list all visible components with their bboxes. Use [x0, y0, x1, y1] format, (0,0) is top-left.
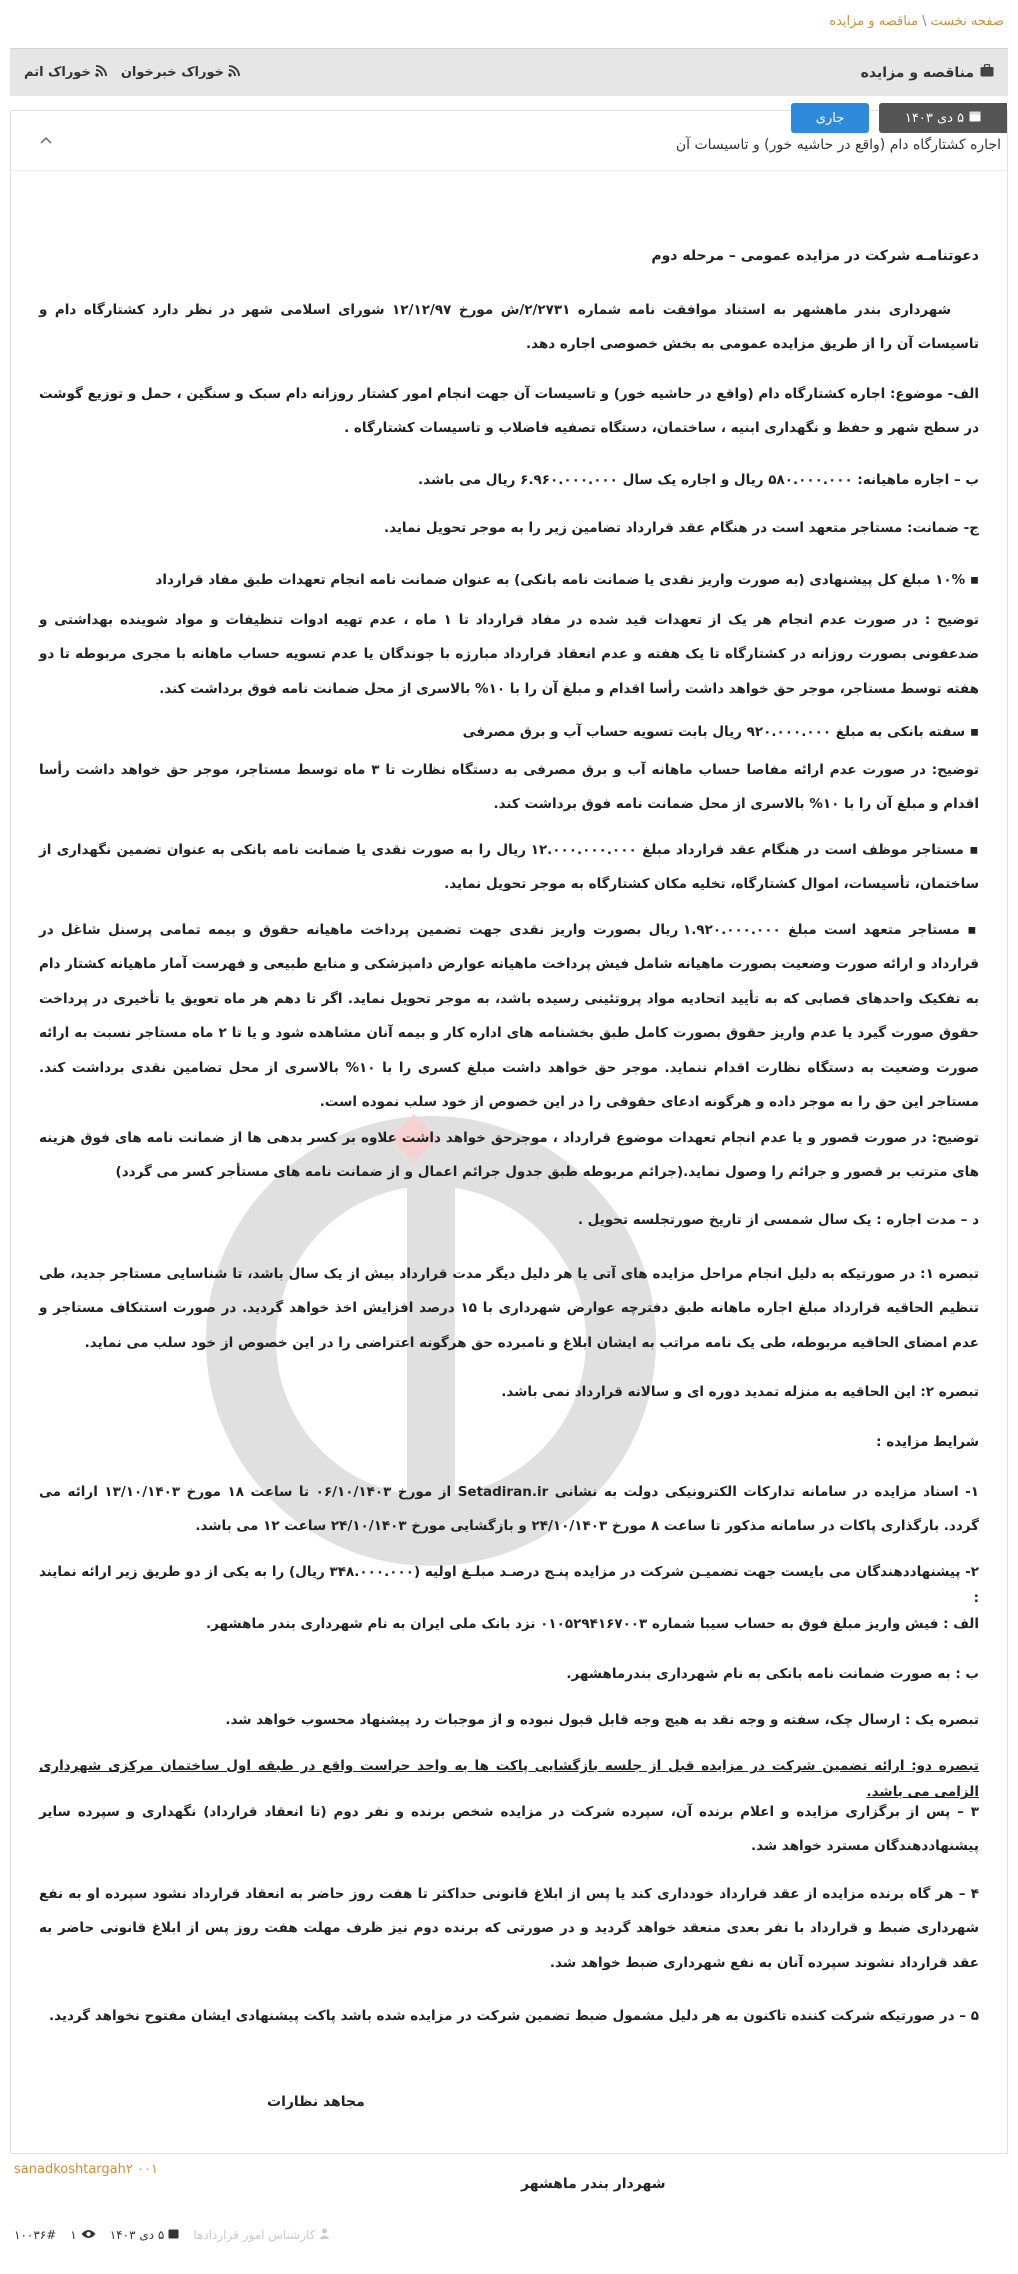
- guarantee-item-4-note: توضیح: در صورت قصور و یا عدم انجام تعهدات موضوع قرارداد ، موجرحق خواهد داشت علاوه بر کسر بدهی ها از ضمانت نامه های فوق هزینه های مترتب بر قصور و جرائم را وصول نماید.(جرائم مربوطه طبق جدول جرائم اعمال و از ضمانت نامه های مستأجر کسر می گردد): [39, 1130, 979, 1181]
- paragraph-subject: الف- موضوع: اجاره کشتارگاه دام (واقع در حاشیه خور) و تاسیسات آن جهت انجام امور کشتار روزانه دام سبک و سنگین ، حمل و توزیع گوشت در سطح شهر و حفظ و نگهداری ابنیه ، ساختمان، دستگاه تصفیه فاضلاب و تاسیسات کشتارگاه .: [39, 386, 979, 437]
- feed-atom-link[interactable]: [24, 65, 107, 81]
- meta-views: [70, 2228, 95, 2242]
- meta-date-text: ۵ دی ۱۴۰۳: [109, 2228, 165, 2242]
- guarantee-item-1-note: توضیح : در صورت عدم انجام هر یک از تعهدات قید شده در مفاد قرارداد تا ۱ ماه ، عدم تهیه ادوات تنظیفات و مواد شوینده بهداشتی و ضدعفونی بصورت روزانه در کشتارگاه تا یک هفته و عدم انعقاد قرارداد مبارزه با جوندگان یا عدم تسویه حساب ماهانه با مجری مربوطه تا دو هفته توسط مستاجر، موجر حق خواهد داشت رأسا اقدام و مبلغ آن را با ۱۰% بالاسری از محل ضمانت نامه فوق برداشت کند.: [39, 612, 979, 697]
- feed-atom-label: خوراک اتم: [24, 65, 91, 80]
- guarantee-item-4: ▪ مستاجر متعهد است مبلغ ۱.۹۲۰.۰۰۰.۰۰۰ ریال بصورت واریز نقدی جهت تضمین پرداخت ماهیانه حقوق و بیمه تمامی پرسنل شاغل در قرارداد و ارائه صورت وضعیت بصورت ماهیانه شامل فیش پرداخت ماهیانه عوارض دامپزشکی و منابع طبیعی و فهرست آمار ماهیانه کشتار دام به تفکیک واحدهای قصابی که به تأیید اتحادیه مواد پروتئینی رسیده باشد، به موجر تحویل نماید. اگر تا دهم هر ماه تعویق یا تأخیری در پرداخت حقوق صورت گیرد یا عدم واریز حقوق بصورت کامل طبق بخشنامه های اداره کار و بیمه آنان مشاهده شود و یا تا ۲ ماه مستاجر نسبت به ارائه صورت وضعیت به دستگاه نظارت اقدام ننماید. موجر حق خواهد داشت مبلغ کسری را با ۱۰% بالاسری از محل تضامین نقدی برداشت کند. مستاجر این حق را به موجر داده و هرگونه ادعای حقوقی را در این خصوص از خود سلب نموده است.: [39, 922, 979, 1111]
- signoff-supervision: مجاهد نظارات: [267, 2094, 365, 2110]
- calendar-icon: [168, 2228, 179, 2242]
- briefcase-icon: [980, 64, 994, 81]
- document-heading: دعوتنامـه شرکت در مزایده عمومی – مرحله دوم: [651, 248, 979, 264]
- paragraph-note-1: تبصره ۱: در صورتیکه به دلیل انجام مراحل مزایده های آتی یا هر دلیل دیگر مدت قرارداد بیش از یک سال باشد، تا شناسایی مستاجر جدید، طی تنظیم الحاقیه قرارداد مبلغ اجاره ماهانه طبق دفترچه عوارض شهرداری با ۱۵ درصد افزایش اخذ خواهد گردید. در صورت استنکاف مستاجر و عدم امضای الحاقیه مربوطه، طی یک نامه مراتب به ایشان ابلاغ و نامبرده حق هرگونه اعتراضی را در این خصوص از خود سلب می نماید.: [39, 1266, 980, 1351]
- condition-2-option-a: الف : فیش واریز مبلغ فوق به حساب سیبا شماره ۰۱۰۵۲۹۴۱۶۷۰۰۳ نزد بانک ملی ایران به نام شهرداری بندر ماهشهر.: [205, 1616, 979, 1632]
- paragraph-guarantee-intro: ج- ضمانت: مستاجر متعهد است در هنگام عقد قرارداد تضامین زیر را به موجر تحویل نماید.: [383, 520, 979, 536]
- condition-2-option-b: ب : به صورت ضمانت نامه بانکی به نام شهرداری بندرماهشهر.: [566, 1666, 979, 1682]
- meta-author-name: کارشناس امور قراردادها: [193, 2228, 316, 2242]
- breadcrumb-current[interactable]: مناقصه و مزایده: [829, 14, 919, 29]
- auction-date: ۵ دی ۱۴۰۳: [904, 110, 965, 126]
- meta-date: [110, 2228, 180, 2242]
- section-title: [861, 64, 994, 81]
- auction-date-tag: [879, 103, 1007, 133]
- paragraph-note-2: تبصره ۲: این الحاقیه به منزله تمدید دوره ای و سالانه قرارداد نمی باشد.: [501, 1384, 979, 1400]
- feed-links: [24, 65, 240, 81]
- section-header: [10, 48, 1008, 96]
- auction-card-header: [11, 111, 1007, 171]
- status-badge: جاری: [791, 103, 869, 133]
- collapse-chevron-icon[interactable]: [35, 129, 57, 151]
- guarantee-item-2: ▪ سفته بانکی به مبلغ ۹۲۰.۰۰۰.۰۰۰ ریال بابت تسویه حساب آب و برق مصرفی: [462, 724, 979, 740]
- condition-3: ۳ – پس از برگزاری مزایده و اعلام برنده آن، سپرده شرکت در مزایده شخص برنده و نفر دوم (تا انعقاد قرارداد) نگهداری و سپرده سایر پیشنهاددهندگان مسترد خواهد شد.: [39, 1804, 979, 1855]
- meta-views-count: ۱: [70, 2228, 77, 2242]
- breadcrumb-home[interactable]: صفحه نخست: [930, 14, 1004, 29]
- breadcrumb-separator: \: [922, 14, 927, 29]
- guarantee-item-2-note: توضیح: در صورت عدم ارائه مفاصا حساب ماهانه آب و برق مصرفی به دستگاه نظارت تا ۳ ماه توسط مستاجر، موجر حق خواهد داشت رأسا اقدام و مبلغ آن را با ۱۰% بالاسری از محل ضمانت نامه فوق برداشت کند.: [39, 762, 980, 813]
- meta-author: [193, 2228, 330, 2242]
- conditions-heading: شرایط مزایده :: [876, 1434, 979, 1450]
- post-meta: [14, 2228, 330, 2242]
- auction-title: اجاره کشتارگاه دام (واقع در حاشیه خور) و تاسیسات آن: [675, 137, 1001, 153]
- signoff-mayor: شهردار بندر ماهشهر: [521, 2176, 666, 2192]
- paragraph-intro: شهرداری بندر ماهشهر به استناد موافقت نامه شماره ۲/۲۷۳۱/ش مورخ ۱۲/۱۲/۹۷ شورای اسلامی شهر در نظر دارد کشتارگاه دام و تاسیسات آن را از طریق مزایده عمومی به بخش خصوصی اجاره دهد.: [39, 302, 979, 353]
- condition-2-note-1: تبصره یک : ارسال چک، سفته و وجه نقد به هیچ وجه قابل قبول نبوده و از موجبات رد پیشنهاد محسوب خواهد شد.: [225, 1712, 979, 1728]
- eye-icon: [81, 2228, 96, 2242]
- rss-icon: [95, 65, 107, 81]
- breadcrumb: [14, 14, 1004, 29]
- meta-id: ۱۰۰۳۶#: [14, 2228, 57, 2242]
- condition-1: ۱- اسناد مزایده در سامانه تدارکات الکترونیکی دولت به نشانی Setadiran.ir از مورخ ۰۶/۱۰/۱۴۰۳ تا ساعت ۱۸ مورخ ۱۳/۱۰/۱۴۰۳ ارائه می گردد. بارگذاری پاکات در سامانه مذکور تا ساعت ۸ مورخ ۲۴/۱۰/۱۴۰۳ و بازگشایی مورخ ۲۴/۱۰/۱۴۰۳ ساعت ۱۲ می باشد.: [39, 1484, 979, 1535]
- section-title-text: مناقصه و مزایده: [860, 64, 974, 81]
- condition-5: ۵ – در صورتیکه شرکت کننده تاکنون به هر دلیل مشمول ضبط تضمین شرکت در مزایده شده باشد پاکت پیشنهادی ایشان مفتوح نخواهد گردید.: [48, 2008, 979, 2024]
- attachment-link[interactable]: sanadkoshtargah۲ ۰۰۱: [14, 2162, 158, 2177]
- feed-news-label: خوراک خبرخوان: [120, 65, 224, 80]
- condition-2: ۲- پیشنهاددهندگان می بایست جهت تضمیـن شرکت در مزایده پنـج درصـد مبلـغ اولیه (۳۴۸.۰۰۰.۰۰۰ ریال) را به یکی از دو طریق زیر ارائه نمایند :: [39, 1564, 979, 1607]
- paragraph-rent: ب – اجاره ماهیانه: ۵۸۰.۰۰۰.۰۰۰ ریال و اجاره یک سال ۶.۹۶۰.۰۰۰.۰۰۰ ریال می باشد.: [418, 472, 979, 488]
- guarantee-item-1: ▪ ۱۰% مبلغ کل پیشنهادی (به صورت واریز نقدی یا ضمانت نامه بانکی) به عنوان ضمانت نامه انجام تعهدات طبق مفاد قرارداد: [155, 572, 979, 588]
- condition-2-note-2: تبصره دو: ارائه تضمین شرکت در مزایده قبل از جلسه بازگشایی پاکت ها به واحد حراست واقع در طبقه اول ساختمان مرکزی شهرداری الزامی می باشد.: [39, 1758, 979, 1801]
- rss-icon: [228, 65, 240, 81]
- user-icon: [319, 2228, 330, 2242]
- condition-4: ۴ – هر گاه برنده مزایده از عقد قرارداد خودداری کند یا پس از ابلاغ قانونی حداکثر تا هفت روز حاضر به انعقاد قرارداد نشود سپرده او به نفع شهرداری ضبط و قرارداد با نفر بعدی منعقد خواهد گردید و در صورتی که برنده دوم نیز ظرف مهلت هفت روز پس از ابلاغ قانونی حاضر به عقد قرارداد نشوند سپرده آنان به نفع شهرداری ضبط خواهد شد.: [39, 1886, 979, 1971]
- feed-news-link[interactable]: [121, 65, 240, 81]
- guarantee-item-3: ▪ مستاجر موظف است در هنگام عقد قرارداد مبلغ ۱۲.۰۰۰.۰۰۰.۰۰۰ ریال را به صورت نقدی یا ضمانت نامه بانکی به عنوان تضمین نگهداری از ساختمان، تأسیسات، اموال کشتارگاه، تخلیه مکان کشتارگاه به موجر تحویل نماید.: [39, 842, 979, 893]
- calendar-icon: [969, 110, 981, 126]
- paragraph-duration: د – مدت اجاره : یک سال شمسی از تاریخ صورتجلسه تحویل .: [577, 1212, 979, 1228]
